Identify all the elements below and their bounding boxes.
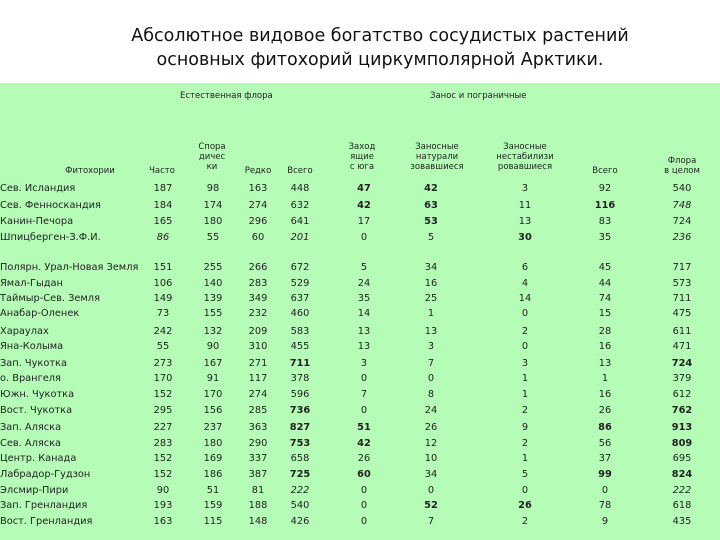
- table-cell: 809: [671, 438, 693, 449]
- table-cell: 152: [153, 453, 173, 464]
- table-cell: 0: [360, 500, 368, 511]
- row-name: Южн. Чукотка: [0, 389, 75, 400]
- table-row: [0, 260, 720, 275]
- table-cell: 349: [248, 293, 268, 304]
- table-row: [0, 467, 720, 482]
- table-cell: 913: [671, 422, 693, 433]
- table-cell: 711: [672, 293, 692, 304]
- table-cell: 78: [598, 500, 612, 511]
- table-cell: 42: [357, 200, 371, 211]
- table-cell: 117: [248, 373, 268, 384]
- table-cell: 596: [290, 389, 310, 400]
- header-common: Часто: [149, 166, 175, 176]
- table-cell: 471: [672, 341, 692, 352]
- table-cell: 11: [518, 200, 532, 211]
- table-cell: 672: [290, 262, 310, 273]
- row-name: Хараулах: [0, 326, 49, 337]
- table-row: [0, 514, 720, 529]
- table-row: [0, 451, 720, 466]
- table-cell: 152: [153, 469, 173, 480]
- table-cell: 28: [598, 326, 612, 337]
- table-cell: 155: [203, 308, 223, 319]
- table-cell: 165: [153, 216, 173, 227]
- header-rare: Редко: [244, 166, 272, 176]
- table-cell: 2: [521, 326, 529, 337]
- table-cell: 3: [360, 358, 368, 369]
- table-row: [0, 356, 720, 371]
- header-group-natural: Естественная флора: [180, 91, 273, 101]
- table-cell: 227: [153, 422, 173, 433]
- table-cell: 115: [203, 516, 223, 527]
- table-cell: 337: [248, 453, 268, 464]
- table-cell: 51: [206, 485, 220, 496]
- row-name: о. Врангеля: [0, 373, 61, 384]
- title-line-2: основных фитохорий циркумполярной Арктики.: [156, 50, 604, 70]
- row-name: Яна-Колыма: [0, 341, 64, 352]
- table-cell: 222: [290, 485, 310, 496]
- row-name: Зап. Чукотка: [0, 358, 67, 369]
- table-cell: 170: [153, 373, 173, 384]
- table-cell: 63: [424, 200, 438, 211]
- table-cell: 1: [521, 373, 529, 384]
- table-cell: 725: [289, 469, 311, 480]
- table-cell: 762: [671, 405, 693, 416]
- row-name: Анабар-Оленек: [0, 308, 80, 319]
- data-table: [0, 83, 720, 540]
- table-cell: 163: [248, 183, 268, 194]
- table-row: [0, 306, 720, 321]
- table-cell: 187: [153, 183, 173, 194]
- table-cell: 448: [290, 183, 310, 194]
- table-cell: 42: [424, 183, 438, 194]
- header-adventive-total: Всего: [592, 166, 618, 176]
- table-cell: 209: [248, 326, 268, 337]
- table-cell: 45: [598, 262, 612, 273]
- table-cell: 236: [672, 232, 692, 243]
- table-row: [0, 198, 720, 213]
- row-name: Вост. Чукотка: [0, 405, 73, 416]
- table-cell: 3: [521, 358, 529, 369]
- table-cell: 14: [518, 293, 532, 304]
- table-cell: 5: [427, 232, 435, 243]
- table-cell: 242: [153, 326, 173, 337]
- table-cell: 7: [427, 516, 435, 527]
- table-row: [0, 483, 720, 498]
- table-cell: 237: [203, 422, 223, 433]
- table-cell: 611: [672, 326, 692, 337]
- table-cell: 16: [598, 389, 612, 400]
- table-cell: 35: [598, 232, 612, 243]
- header-phytochory: Фитохории: [65, 166, 115, 176]
- row-name: Центр. Канада: [0, 453, 77, 464]
- table-cell: 186: [203, 469, 223, 480]
- header-naturalized: Заносные натурали зовавшиеся: [410, 142, 464, 172]
- table-cell: 378: [290, 373, 310, 384]
- table-cell: 13: [598, 358, 612, 369]
- table-row: [0, 371, 720, 386]
- table-cell: 460: [290, 308, 310, 319]
- table-cell: 695: [672, 453, 692, 464]
- header-unstable: Заносные нестабилизи ровавшиеся: [496, 142, 554, 172]
- table-row: [0, 181, 720, 196]
- table-cell: 159: [203, 500, 223, 511]
- table-cell: 0: [427, 485, 435, 496]
- table-cell: 26: [424, 422, 438, 433]
- table-cell: 753: [289, 438, 311, 449]
- table-row: [0, 403, 720, 418]
- table-cell: 637: [290, 293, 310, 304]
- table-cell: 174: [203, 200, 223, 211]
- table-cell: 106: [153, 278, 173, 289]
- table-cell: 13: [424, 326, 438, 337]
- table-row: [0, 436, 720, 451]
- table-cell: 14: [357, 308, 371, 319]
- table-row: [0, 387, 720, 402]
- table-cell: 274: [248, 200, 268, 211]
- table-cell: 0: [601, 485, 609, 496]
- table-cell: 736: [289, 405, 311, 416]
- table-cell: 193: [153, 500, 173, 511]
- row-name: Ямал-Гыдан: [0, 278, 63, 289]
- table-cell: 711: [289, 358, 311, 369]
- table-row: [0, 324, 720, 339]
- table-cell: 116: [594, 200, 616, 211]
- row-name: Зап. Гренландия: [0, 500, 88, 511]
- table-cell: 540: [290, 500, 310, 511]
- table-cell: 724: [672, 216, 692, 227]
- table-cell: 5: [360, 262, 368, 273]
- page-title: [0, 24, 720, 72]
- table-cell: 180: [203, 438, 223, 449]
- table-cell: 60: [357, 469, 371, 480]
- table-cell: 149: [153, 293, 173, 304]
- table-cell: 7: [360, 389, 368, 400]
- table-cell: 0: [360, 485, 368, 496]
- table-cell: 0: [521, 485, 529, 496]
- table-cell: 0: [360, 232, 368, 243]
- row-name: Лабрадор-Гудзон: [0, 469, 91, 480]
- table-row: [0, 276, 720, 291]
- table-cell: 0: [427, 373, 435, 384]
- table-cell: 426: [290, 516, 310, 527]
- table-cell: 5: [521, 469, 529, 480]
- row-name: Шпицберген-З.Ф.И.: [0, 232, 101, 243]
- table-cell: 387: [248, 469, 268, 480]
- row-name: Канин-Печора: [0, 216, 74, 227]
- table-cell: 24: [357, 278, 371, 289]
- header-group-adventive: Занос и пограничные: [430, 91, 527, 101]
- table-cell: 37: [598, 453, 612, 464]
- title-line-1: Абсолютное видовое богатство сосудистых растений: [131, 26, 629, 46]
- table-cell: 1: [521, 389, 529, 400]
- table-cell: 167: [203, 358, 223, 369]
- table-cell: 222: [672, 485, 692, 496]
- table-cell: 271: [248, 358, 268, 369]
- table-cell: 612: [672, 389, 692, 400]
- table-cell: 9: [521, 422, 529, 433]
- table-cell: 52: [424, 500, 438, 511]
- table-cell: 60: [251, 232, 265, 243]
- table-cell: 53: [424, 216, 438, 227]
- table-cell: 3: [427, 341, 435, 352]
- table-cell: 2: [521, 438, 529, 449]
- row-name: Сев. Аляска: [0, 438, 62, 449]
- table-cell: 16: [424, 278, 438, 289]
- table-cell: 273: [153, 358, 173, 369]
- table-cell: 1: [521, 453, 529, 464]
- table-row: [0, 420, 720, 435]
- table-cell: 363: [248, 422, 268, 433]
- table-cell: 201: [290, 232, 310, 243]
- table-cell: 148: [248, 516, 268, 527]
- table-cell: 90: [156, 485, 170, 496]
- table-cell: 156: [203, 405, 223, 416]
- table-cell: 42: [357, 438, 371, 449]
- table-cell: 44: [598, 278, 612, 289]
- table-cell: 573: [672, 278, 692, 289]
- table-cell: 30: [518, 232, 532, 243]
- table-cell: 13: [357, 326, 371, 337]
- table-cell: 290: [248, 438, 268, 449]
- table-cell: 139: [203, 293, 223, 304]
- table-cell: 151: [153, 262, 173, 273]
- table-cell: 6: [521, 262, 529, 273]
- table-cell: 24: [424, 405, 438, 416]
- table-cell: 283: [248, 278, 268, 289]
- header-south: Заход ящие с юга: [348, 142, 376, 172]
- table-cell: 16: [598, 341, 612, 352]
- table-cell: 163: [153, 516, 173, 527]
- table-cell: 583: [290, 326, 310, 337]
- table-cell: 83: [598, 216, 612, 227]
- table-cell: 98: [206, 183, 220, 194]
- row-name: Элсмир-Пири: [0, 485, 69, 496]
- table-cell: 724: [671, 358, 693, 369]
- table-cell: 7: [427, 358, 435, 369]
- table-cell: 827: [289, 422, 311, 433]
- header-sporadic: Спора дичес ки: [198, 142, 226, 172]
- table-cell: 73: [156, 308, 170, 319]
- table-cell: 99: [598, 469, 612, 480]
- table-cell: 55: [206, 232, 220, 243]
- table-cell: 55: [156, 341, 170, 352]
- table-cell: 13: [357, 341, 371, 352]
- table-cell: 4: [521, 278, 529, 289]
- table-cell: 274: [248, 389, 268, 400]
- table-row: [0, 339, 720, 354]
- table-cell: 0: [360, 516, 368, 527]
- table-cell: 641: [290, 216, 310, 227]
- table-cell: 56: [598, 438, 612, 449]
- table-row: [0, 291, 720, 306]
- table-cell: 475: [672, 308, 692, 319]
- table-cell: 379: [672, 373, 692, 384]
- table-cell: 91: [206, 373, 220, 384]
- table-row: [0, 214, 720, 229]
- table-cell: 12: [424, 438, 438, 449]
- table-cell: 25: [424, 293, 438, 304]
- table-cell: 13: [518, 216, 532, 227]
- table-cell: 86: [156, 232, 170, 243]
- table-cell: 9: [601, 516, 609, 527]
- header-total: Всего: [287, 166, 313, 176]
- table-cell: 296: [248, 216, 268, 227]
- table-cell: 0: [360, 373, 368, 384]
- table-cell: 34: [424, 262, 438, 273]
- table-cell: 169: [203, 453, 223, 464]
- table-cell: 0: [521, 341, 529, 352]
- table-cell: 15: [598, 308, 612, 319]
- table-cell: 10: [424, 453, 438, 464]
- table-cell: 266: [248, 262, 268, 273]
- table-cell: 0: [360, 405, 368, 416]
- table-cell: 170: [203, 389, 223, 400]
- table-cell: 51: [357, 422, 371, 433]
- table-cell: 35: [357, 293, 371, 304]
- row-name: Вост. Гренландия: [0, 516, 93, 527]
- table-cell: 81: [251, 485, 265, 496]
- table-cell: 26: [357, 453, 371, 464]
- table-cell: 658: [290, 453, 310, 464]
- table-cell: 92: [598, 183, 612, 194]
- table-cell: 26: [518, 500, 532, 511]
- table-cell: 618: [672, 500, 692, 511]
- row-name: Таймыр-Сев. Земля: [0, 293, 100, 304]
- table-cell: 824: [671, 469, 693, 480]
- table-cell: 188: [248, 500, 268, 511]
- row-name: Сев. Фенноскандия: [0, 200, 101, 211]
- table-cell: 232: [248, 308, 268, 319]
- table-cell: 17: [357, 216, 371, 227]
- table-cell: 184: [153, 200, 173, 211]
- table-cell: 26: [598, 405, 612, 416]
- table-row: [0, 230, 720, 245]
- table-cell: 255: [203, 262, 223, 273]
- table-cell: 455: [290, 341, 310, 352]
- table-cell: 3: [521, 183, 529, 194]
- table-cell: 47: [357, 183, 371, 194]
- table-cell: 132: [203, 326, 223, 337]
- table-cell: 152: [153, 389, 173, 400]
- table-cell: 1: [427, 308, 435, 319]
- table-cell: 180: [203, 216, 223, 227]
- table-cell: 8: [427, 389, 435, 400]
- table-cell: 285: [248, 405, 268, 416]
- row-name: Сев. Исландия: [0, 183, 76, 194]
- table-cell: 632: [290, 200, 310, 211]
- row-name: Зап. Аляска: [0, 422, 62, 433]
- table-cell: 2: [521, 405, 529, 416]
- row-name: Полярн. Урал-Новая Земля: [0, 262, 139, 273]
- table-cell: 2: [521, 516, 529, 527]
- table-cell: 529: [290, 278, 310, 289]
- table-cell: 74: [598, 293, 612, 304]
- table-cell: 295: [153, 405, 173, 416]
- table-row: [0, 498, 720, 513]
- table-cell: 90: [206, 341, 220, 352]
- table-cell: 140: [203, 278, 223, 289]
- table-cell: 1: [601, 373, 609, 384]
- table-cell: 310: [248, 341, 268, 352]
- table-cell: 34: [424, 469, 438, 480]
- table-cell: 283: [153, 438, 173, 449]
- table-cell: 0: [521, 308, 529, 319]
- table-cell: 748: [672, 200, 692, 211]
- table-cell: 86: [598, 422, 612, 433]
- table-cell: 435: [672, 516, 692, 527]
- header-flora-total: Флора в целом: [664, 156, 700, 176]
- table-cell: 540: [672, 183, 692, 194]
- table-cell: 717: [672, 262, 692, 273]
